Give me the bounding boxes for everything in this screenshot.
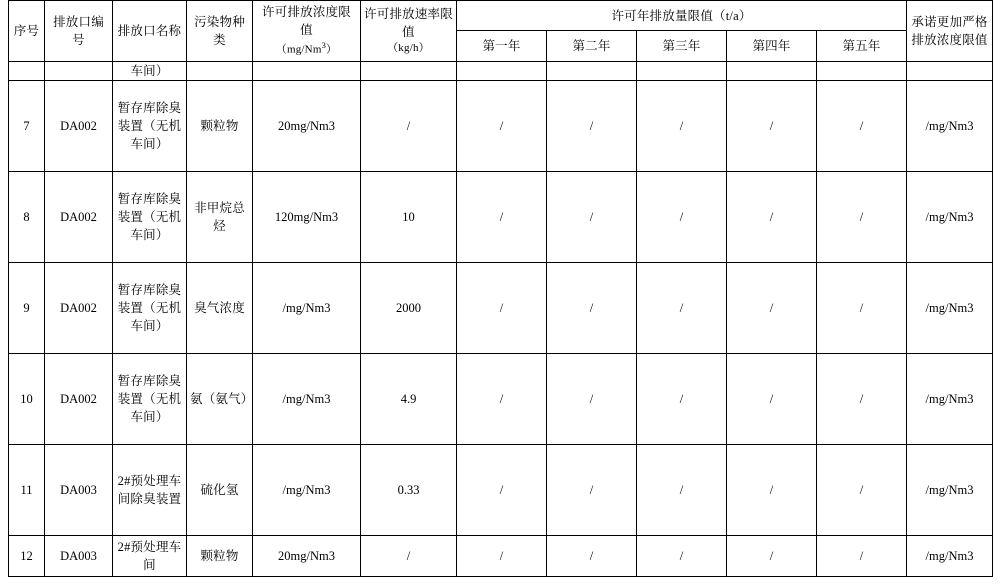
- cell-outlet-name: 2#预处理车间: [113, 535, 187, 576]
- header-concentration-unit-sup: 3: [321, 40, 327, 51]
- partial-y1: [457, 61, 547, 80]
- cell-year-2: /: [547, 80, 637, 171]
- cell-promise: /mg/Nm3: [907, 444, 993, 535]
- cell-pollutant: 颗粒物: [187, 535, 253, 576]
- header-rate-limit-text: 许可排放速率限值: [364, 6, 453, 39]
- cell-concentration: /mg/Nm3: [253, 262, 361, 353]
- cell-concentration: /mg/Nm3: [253, 444, 361, 535]
- partial-outlet-name: 车间）: [113, 61, 187, 80]
- table-row: [9, 171, 993, 262]
- header-year-3: 第三年: [637, 31, 727, 61]
- cell-outlet-code: DA002: [45, 262, 113, 353]
- cell-promise: /mg/Nm3: [907, 262, 993, 353]
- cell-year-3: /: [637, 444, 727, 535]
- cell-index: 8: [9, 171, 45, 262]
- cell-year-5: /: [817, 262, 907, 353]
- cell-promise: /mg/Nm3: [907, 535, 993, 576]
- partial-conc: [253, 61, 361, 80]
- table-header-row-1: [9, 1, 993, 31]
- cell-year-1: /: [457, 535, 547, 576]
- cell-outlet-code: DA002: [45, 353, 113, 444]
- cell-outlet-name: 暂存库除臭装置（无机车间）: [113, 353, 187, 444]
- cell-rate: /: [361, 80, 457, 171]
- cell-pollutant: 颗粒物: [187, 80, 253, 171]
- cell-index: 10: [9, 353, 45, 444]
- cell-rate: 2000: [361, 262, 457, 353]
- cell-year-2: /: [547, 535, 637, 576]
- cell-year-3: /: [637, 80, 727, 171]
- cell-outlet-name: 暂存库除臭装置（无机车间）: [113, 262, 187, 353]
- cell-year-3: /: [637, 535, 727, 576]
- cell-year-4: /: [727, 535, 817, 576]
- header-concentration-unit-prefix: （mg/Nm: [275, 43, 322, 56]
- partial-y5: [817, 61, 907, 80]
- cell-outlet-name: 暂存库除臭装置（无机车间）: [113, 171, 187, 262]
- cell-year-2: /: [547, 171, 637, 262]
- table-row: [9, 80, 993, 171]
- cell-year-1: /: [457, 353, 547, 444]
- cell-rate: /: [361, 535, 457, 576]
- partial-promise: [907, 61, 993, 80]
- cell-concentration: 20mg/Nm3: [253, 535, 361, 576]
- header-concentration-unit-suffix: ）: [326, 43, 338, 56]
- cell-promise: /mg/Nm3: [907, 353, 993, 444]
- partial-y4: [727, 61, 817, 80]
- header-rate-unit: （kg/h）: [387, 42, 430, 55]
- table-row: [9, 353, 993, 444]
- cell-index: 12: [9, 535, 45, 576]
- header-outlet-code: 排放口编号: [45, 1, 113, 62]
- cell-concentration: 120mg/Nm3: [253, 171, 361, 262]
- cell-index: 11: [9, 444, 45, 535]
- cell-year-5: /: [817, 171, 907, 262]
- table-row: [9, 444, 993, 535]
- header-outlet-name: 排放口名称: [113, 1, 187, 62]
- partial-index: [9, 61, 45, 80]
- cell-year-5: /: [817, 444, 907, 535]
- cell-year-2: /: [547, 444, 637, 535]
- cell-index: 7: [9, 80, 45, 171]
- cell-year-4: /: [727, 171, 817, 262]
- cell-pollutant: 臭气浓度: [187, 262, 253, 353]
- cell-year-2: /: [547, 353, 637, 444]
- cell-year-1: /: [457, 80, 547, 171]
- partial-y2: [547, 61, 637, 80]
- header-year-2: 第二年: [547, 31, 637, 61]
- partial-outlet-code: [45, 61, 113, 80]
- header-annual-group: 许可年排放量限值（t/a）: [457, 1, 907, 31]
- header-pollutant: 污染物种类: [187, 1, 253, 62]
- cell-year-4: /: [727, 353, 817, 444]
- emission-permit-table: [8, 0, 993, 577]
- cell-promise: /mg/Nm3: [907, 171, 993, 262]
- header-concentration-limit: [253, 1, 361, 62]
- cell-year-2: /: [547, 262, 637, 353]
- table-row: [9, 262, 993, 353]
- header-year-1: 第一年: [457, 31, 547, 61]
- cell-outlet-name: 2#预处理车间除臭装置: [113, 444, 187, 535]
- cell-pollutant: 非甲烷总烃: [187, 171, 253, 262]
- cell-year-1: /: [457, 444, 547, 535]
- table-row: [9, 535, 993, 576]
- cell-rate: 4.9: [361, 353, 457, 444]
- cell-outlet-name: 暂存库除臭装置（无机车间）: [113, 80, 187, 171]
- cell-concentration: 20mg/Nm3: [253, 80, 361, 171]
- partial-pollutant: [187, 61, 253, 80]
- header-year-4: 第四年: [727, 31, 817, 61]
- header-promise-limit: 承诺更加严格排放浓度限值: [907, 1, 993, 62]
- cell-promise: /mg/Nm3: [907, 80, 993, 171]
- cell-rate: 10: [361, 171, 457, 262]
- cell-concentration: /mg/Nm3: [253, 353, 361, 444]
- header-concentration-limit-text: 许可排放浓度限值: [262, 5, 351, 38]
- cell-pollutant: 氨（氨气）: [187, 353, 253, 444]
- cell-outlet-code: DA003: [45, 535, 113, 576]
- cell-outlet-code: DA002: [45, 171, 113, 262]
- header-rate-limit: [361, 1, 457, 62]
- cell-year-5: /: [817, 535, 907, 576]
- table-row-partial: [9, 61, 993, 80]
- cell-year-3: /: [637, 171, 727, 262]
- cell-outlet-code: DA003: [45, 444, 113, 535]
- cell-rate: 0.33: [361, 444, 457, 535]
- header-index: 序号: [9, 1, 45, 62]
- cell-pollutant: 硫化氢: [187, 444, 253, 535]
- cell-year-5: /: [817, 353, 907, 444]
- cell-index: 9: [9, 262, 45, 353]
- cell-year-4: /: [727, 80, 817, 171]
- cell-year-4: /: [727, 444, 817, 535]
- cell-outlet-code: DA002: [45, 80, 113, 171]
- header-year-5: 第五年: [817, 31, 907, 61]
- cell-year-4: /: [727, 262, 817, 353]
- partial-rate: [361, 61, 457, 80]
- header-concentration-unit: [256, 39, 357, 59]
- cell-year-5: /: [817, 80, 907, 171]
- cell-year-3: /: [637, 262, 727, 353]
- cell-year-1: /: [457, 171, 547, 262]
- partial-y3: [637, 61, 727, 80]
- cell-year-1: /: [457, 262, 547, 353]
- cell-year-3: /: [637, 353, 727, 444]
